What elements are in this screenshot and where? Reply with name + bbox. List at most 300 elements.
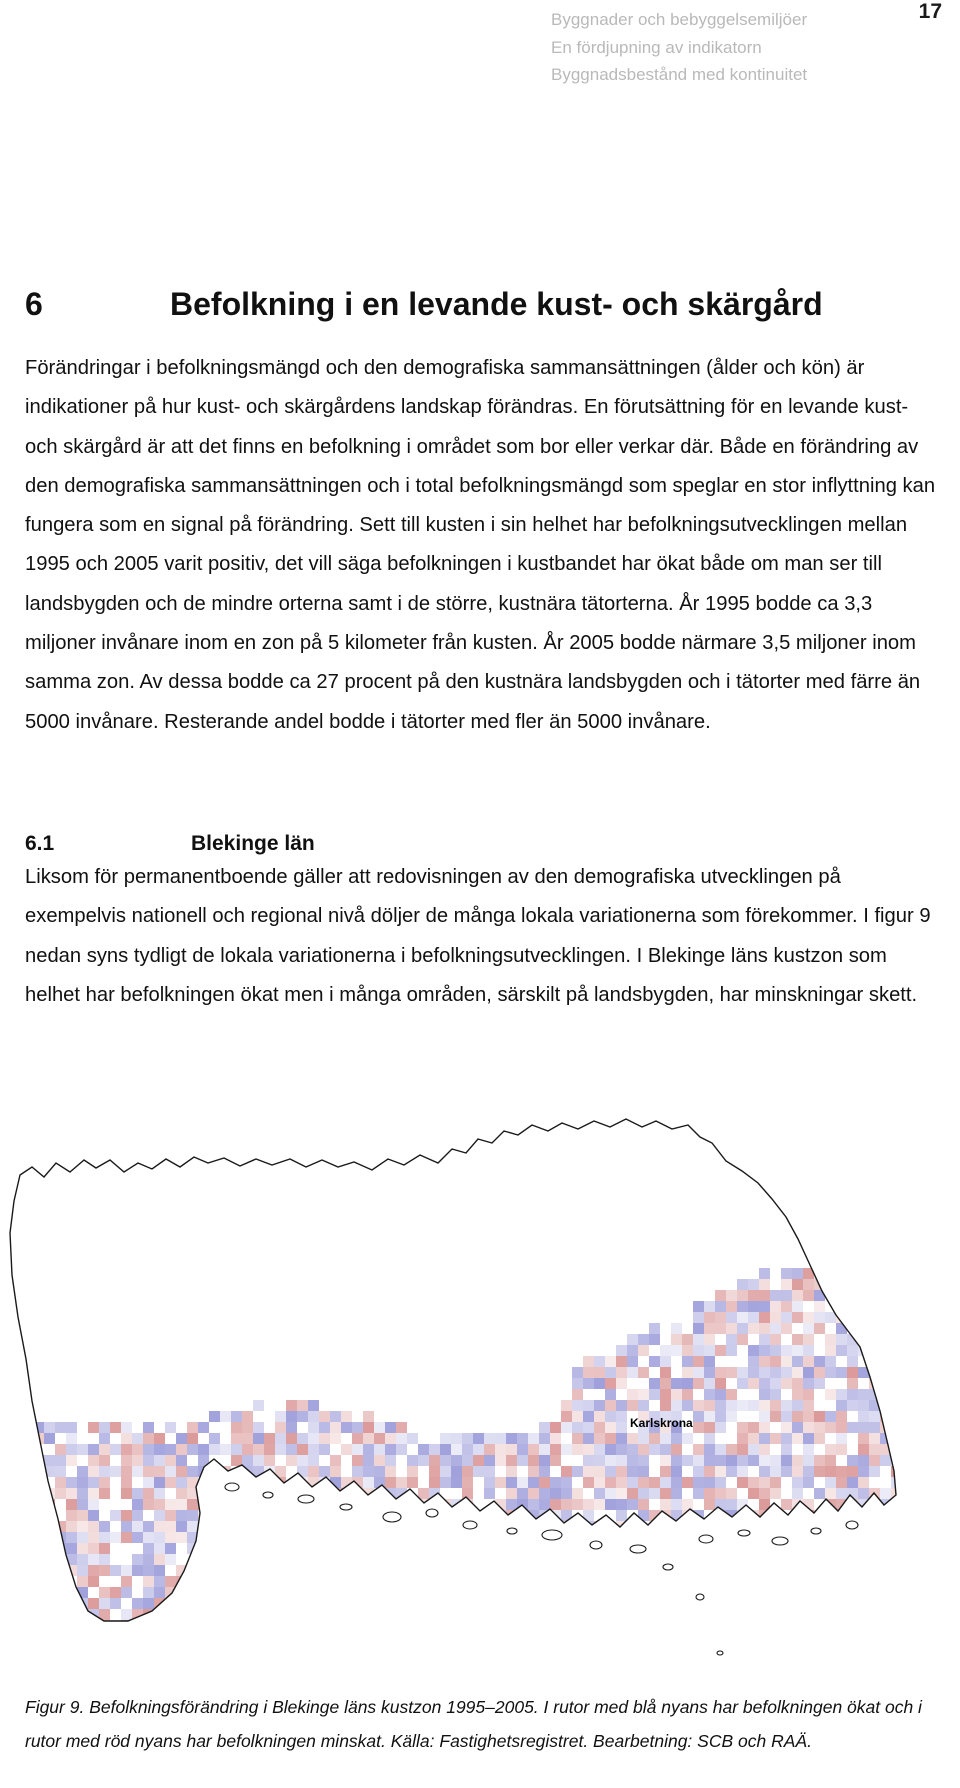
decrease-cell bbox=[363, 1488, 374, 1499]
increase-cell bbox=[33, 1521, 44, 1532]
decrease-cell bbox=[275, 1488, 286, 1499]
increase-cell bbox=[836, 1433, 847, 1444]
decrease-cell bbox=[616, 1466, 627, 1477]
increase-cell bbox=[66, 1587, 77, 1598]
decrease-cell bbox=[836, 1477, 847, 1488]
increase-cell bbox=[440, 1521, 451, 1532]
increase-cell bbox=[770, 1290, 781, 1301]
decrease-cell bbox=[363, 1433, 374, 1444]
increase-cell bbox=[682, 1521, 693, 1532]
increase-cell bbox=[704, 1367, 715, 1378]
increase-cell bbox=[187, 1444, 198, 1455]
decrease-cell bbox=[88, 1576, 99, 1587]
decrease-cell bbox=[638, 1367, 649, 1378]
decrease-cell bbox=[759, 1444, 770, 1455]
decrease-cell bbox=[737, 1477, 748, 1488]
increase-cell bbox=[286, 1499, 297, 1510]
decrease-cell bbox=[66, 1499, 77, 1510]
decrease-cell bbox=[759, 1279, 770, 1290]
decrease-cell bbox=[561, 1532, 572, 1543]
decrease-cell bbox=[814, 1367, 825, 1378]
increase-cell bbox=[627, 1334, 638, 1345]
decrease-cell bbox=[110, 1422, 121, 1433]
decrease-cell bbox=[253, 1444, 264, 1455]
increase-cell bbox=[902, 1499, 913, 1510]
increase-cell bbox=[165, 1466, 176, 1477]
increase-cell bbox=[814, 1312, 825, 1323]
increase-cell bbox=[143, 1455, 154, 1466]
increase-cell bbox=[759, 1334, 770, 1345]
increase-cell bbox=[209, 1532, 220, 1543]
increase-cell bbox=[726, 1334, 737, 1345]
increase-cell bbox=[715, 1455, 726, 1466]
decrease-cell bbox=[770, 1488, 781, 1499]
increase-cell bbox=[902, 1400, 913, 1411]
decrease-cell bbox=[77, 1576, 88, 1587]
increase-cell bbox=[528, 1510, 539, 1521]
decrease-cell bbox=[77, 1620, 88, 1631]
increase-cell bbox=[572, 1466, 583, 1477]
decrease-cell bbox=[825, 1521, 836, 1532]
increase-cell bbox=[880, 1367, 891, 1378]
decrease-cell bbox=[528, 1466, 539, 1477]
decrease-cell bbox=[99, 1565, 110, 1576]
increase-cell bbox=[748, 1444, 759, 1455]
increase-cell bbox=[891, 1477, 902, 1488]
decrease-cell bbox=[594, 1367, 605, 1378]
increase-cell bbox=[363, 1477, 374, 1488]
decrease-cell bbox=[352, 1433, 363, 1444]
increase-cell bbox=[572, 1400, 583, 1411]
increase-cell bbox=[484, 1488, 495, 1499]
decrease-cell bbox=[176, 1532, 187, 1543]
increase-cell bbox=[517, 1477, 528, 1488]
increase-cell bbox=[792, 1488, 803, 1499]
increase-cell bbox=[638, 1334, 649, 1345]
decrease-cell bbox=[352, 1521, 363, 1532]
increase-cell bbox=[759, 1389, 770, 1400]
increase-cell bbox=[396, 1433, 407, 1444]
increase-cell bbox=[704, 1433, 715, 1444]
decrease-cell bbox=[825, 1466, 836, 1477]
decrease-cell bbox=[770, 1477, 781, 1488]
increase-cell bbox=[110, 1565, 121, 1576]
increase-cell bbox=[110, 1598, 121, 1609]
increase-cell bbox=[594, 1400, 605, 1411]
increase-cell bbox=[616, 1444, 627, 1455]
decrease-cell bbox=[825, 1422, 836, 1433]
increase-cell bbox=[814, 1356, 825, 1367]
decrease-cell bbox=[825, 1345, 836, 1356]
increase-cell bbox=[913, 1532, 924, 1543]
increase-cell bbox=[638, 1466, 649, 1477]
increase-cell bbox=[253, 1400, 264, 1411]
decrease-cell bbox=[869, 1521, 880, 1532]
decrease-cell bbox=[858, 1301, 869, 1312]
decrease-cell bbox=[704, 1488, 715, 1499]
decrease-cell bbox=[660, 1400, 671, 1411]
decrease-cell bbox=[242, 1411, 253, 1422]
decrease-cell bbox=[352, 1455, 363, 1466]
decrease-cell bbox=[407, 1466, 418, 1477]
decrease-cell bbox=[374, 1455, 385, 1466]
decrease-cell bbox=[143, 1433, 154, 1444]
increase-cell bbox=[363, 1510, 374, 1521]
increase-cell bbox=[704, 1444, 715, 1455]
increase-cell bbox=[198, 1609, 209, 1620]
increase-cell bbox=[671, 1378, 682, 1389]
decrease-cell bbox=[704, 1334, 715, 1345]
decrease-cell bbox=[143, 1488, 154, 1499]
decrease-cell bbox=[616, 1488, 627, 1499]
increase-cell bbox=[220, 1510, 231, 1521]
decrease-cell bbox=[770, 1334, 781, 1345]
decrease-cell bbox=[869, 1433, 880, 1444]
section-heading bbox=[25, 832, 315, 856]
increase-cell bbox=[660, 1532, 671, 1543]
increase-cell bbox=[33, 1532, 44, 1543]
increase-cell bbox=[671, 1400, 682, 1411]
increase-cell bbox=[77, 1488, 88, 1499]
increase-cell bbox=[561, 1521, 572, 1532]
decrease-cell bbox=[660, 1499, 671, 1510]
decrease-cell bbox=[242, 1444, 253, 1455]
decrease-cell bbox=[253, 1488, 264, 1499]
decrease-cell bbox=[737, 1334, 748, 1345]
decrease-cell bbox=[55, 1477, 66, 1488]
decrease-cell bbox=[506, 1466, 517, 1477]
increase-cell bbox=[385, 1422, 396, 1433]
increase-cell bbox=[847, 1455, 858, 1466]
increase-cell bbox=[704, 1389, 715, 1400]
increase-cell bbox=[539, 1466, 550, 1477]
decrease-cell bbox=[286, 1400, 297, 1411]
increase-cell bbox=[715, 1422, 726, 1433]
increase-cell bbox=[473, 1433, 484, 1444]
decrease-cell bbox=[891, 1411, 902, 1422]
decrease-cell bbox=[77, 1510, 88, 1521]
increase-cell bbox=[451, 1455, 462, 1466]
increase-cell bbox=[671, 1345, 682, 1356]
decrease-cell bbox=[33, 1499, 44, 1510]
increase-cell bbox=[704, 1301, 715, 1312]
decrease-cell bbox=[902, 1466, 913, 1477]
increase-cell bbox=[154, 1532, 165, 1543]
decrease-cell bbox=[814, 1466, 825, 1477]
decrease-cell bbox=[55, 1587, 66, 1598]
decrease-cell bbox=[220, 1488, 231, 1499]
decrease-cell bbox=[187, 1499, 198, 1510]
decrease-cell bbox=[638, 1477, 649, 1488]
increase-cell bbox=[121, 1521, 132, 1532]
increase-cell bbox=[132, 1499, 143, 1510]
increase-cell bbox=[0, 1499, 11, 1510]
increase-cell bbox=[385, 1444, 396, 1455]
decrease-cell bbox=[814, 1455, 825, 1466]
decrease-cell bbox=[275, 1499, 286, 1510]
increase-cell bbox=[0, 1466, 11, 1477]
decrease-cell bbox=[242, 1510, 253, 1521]
increase-cell bbox=[660, 1521, 671, 1532]
decrease-cell bbox=[198, 1543, 209, 1554]
decrease-cell bbox=[858, 1510, 869, 1521]
increase-cell bbox=[66, 1609, 77, 1620]
increase-cell bbox=[418, 1532, 429, 1543]
increase-cell bbox=[66, 1598, 77, 1609]
increase-cell bbox=[737, 1367, 748, 1378]
decrease-cell bbox=[770, 1356, 781, 1367]
increase-cell bbox=[55, 1620, 66, 1631]
increase-cell bbox=[451, 1444, 462, 1455]
increase-cell bbox=[165, 1422, 176, 1433]
decrease-cell bbox=[286, 1455, 297, 1466]
increase-cell bbox=[814, 1488, 825, 1499]
increase-cell bbox=[616, 1345, 627, 1356]
decrease-cell bbox=[550, 1455, 561, 1466]
increase-cell bbox=[132, 1598, 143, 1609]
increase-cell bbox=[55, 1609, 66, 1620]
decrease-cell bbox=[836, 1290, 847, 1301]
decrease-cell bbox=[660, 1455, 671, 1466]
decrease-cell bbox=[99, 1543, 110, 1554]
decrease-cell bbox=[803, 1389, 814, 1400]
increase-cell bbox=[748, 1301, 759, 1312]
increase-cell bbox=[385, 1499, 396, 1510]
increase-cell bbox=[671, 1455, 682, 1466]
increase-cell bbox=[363, 1499, 374, 1510]
increase-cell bbox=[539, 1532, 550, 1543]
increase-cell bbox=[11, 1576, 22, 1587]
increase-cell bbox=[33, 1587, 44, 1598]
increase-cell bbox=[11, 1609, 22, 1620]
decrease-cell bbox=[352, 1477, 363, 1488]
decrease-cell bbox=[484, 1444, 495, 1455]
decrease-cell bbox=[451, 1521, 462, 1532]
decrease-cell bbox=[638, 1444, 649, 1455]
increase-cell bbox=[649, 1444, 660, 1455]
increase-cell bbox=[605, 1411, 616, 1422]
increase-cell bbox=[748, 1400, 759, 1411]
increase-cell bbox=[715, 1477, 726, 1488]
increase-cell bbox=[154, 1444, 165, 1455]
decrease-cell bbox=[847, 1290, 858, 1301]
increase-cell bbox=[649, 1323, 660, 1334]
increase-cell bbox=[616, 1422, 627, 1433]
increase-cell bbox=[759, 1466, 770, 1477]
decrease-cell bbox=[825, 1455, 836, 1466]
increase-cell bbox=[880, 1323, 891, 1334]
decrease-cell bbox=[682, 1367, 693, 1378]
increase-cell bbox=[693, 1367, 704, 1378]
increase-cell bbox=[902, 1521, 913, 1532]
increase-cell bbox=[275, 1411, 286, 1422]
increase-cell bbox=[693, 1312, 704, 1323]
decrease-cell bbox=[121, 1444, 132, 1455]
decrease-cell bbox=[44, 1554, 55, 1565]
decrease-cell bbox=[165, 1477, 176, 1488]
decrease-cell bbox=[572, 1499, 583, 1510]
decrease-cell bbox=[847, 1312, 858, 1323]
decrease-cell bbox=[594, 1422, 605, 1433]
decrease-cell bbox=[891, 1532, 902, 1543]
increase-cell bbox=[616, 1455, 627, 1466]
decrease-cell bbox=[671, 1444, 682, 1455]
decrease-cell bbox=[330, 1466, 341, 1477]
increase-cell bbox=[209, 1598, 220, 1609]
decrease-cell bbox=[143, 1499, 154, 1510]
decrease-cell bbox=[121, 1576, 132, 1587]
increase-cell bbox=[616, 1433, 627, 1444]
increase-cell bbox=[803, 1323, 814, 1334]
increase-cell bbox=[242, 1477, 253, 1488]
decrease-cell bbox=[814, 1411, 825, 1422]
increase-cell bbox=[77, 1444, 88, 1455]
increase-cell bbox=[22, 1554, 33, 1565]
increase-cell bbox=[44, 1510, 55, 1521]
decrease-cell bbox=[682, 1345, 693, 1356]
increase-cell bbox=[242, 1455, 253, 1466]
increase-cell bbox=[132, 1532, 143, 1543]
increase-cell bbox=[363, 1466, 374, 1477]
increase-cell bbox=[143, 1554, 154, 1565]
increase-cell bbox=[891, 1345, 902, 1356]
increase-cell bbox=[814, 1521, 825, 1532]
decrease-cell bbox=[660, 1466, 671, 1477]
increase-cell bbox=[891, 1389, 902, 1400]
decrease-cell bbox=[781, 1323, 792, 1334]
increase-cell bbox=[209, 1444, 220, 1455]
increase-cell bbox=[561, 1477, 572, 1488]
increase-cell bbox=[627, 1356, 638, 1367]
decrease-cell bbox=[715, 1488, 726, 1499]
increase-cell bbox=[693, 1301, 704, 1312]
decrease-cell bbox=[748, 1290, 759, 1301]
decrease-cell bbox=[671, 1521, 682, 1532]
increase-cell bbox=[22, 1565, 33, 1576]
increase-cell bbox=[198, 1565, 209, 1576]
increase-cell bbox=[209, 1433, 220, 1444]
increase-cell bbox=[154, 1543, 165, 1554]
decrease-cell bbox=[11, 1422, 22, 1433]
increase-cell bbox=[638, 1400, 649, 1411]
increase-cell bbox=[781, 1455, 792, 1466]
decrease-cell bbox=[847, 1378, 858, 1389]
decrease-cell bbox=[814, 1433, 825, 1444]
increase-cell bbox=[44, 1455, 55, 1466]
increase-cell bbox=[781, 1268, 792, 1279]
increase-cell bbox=[528, 1477, 539, 1488]
increase-cell bbox=[121, 1609, 132, 1620]
decrease-cell bbox=[341, 1521, 352, 1532]
increase-cell bbox=[880, 1334, 891, 1345]
decrease-cell bbox=[836, 1422, 847, 1433]
decrease-cell bbox=[495, 1455, 506, 1466]
increase-cell bbox=[308, 1455, 319, 1466]
increase-cell bbox=[869, 1268, 880, 1279]
increase-cell bbox=[220, 1521, 231, 1532]
increase-cell bbox=[627, 1477, 638, 1488]
increase-cell bbox=[55, 1422, 66, 1433]
increase-cell bbox=[638, 1433, 649, 1444]
decrease-cell bbox=[726, 1323, 737, 1334]
increase-cell bbox=[803, 1466, 814, 1477]
decrease-cell bbox=[154, 1433, 165, 1444]
increase-cell bbox=[616, 1499, 627, 1510]
increase-cell bbox=[913, 1367, 924, 1378]
increase-cell bbox=[176, 1510, 187, 1521]
increase-cell bbox=[660, 1444, 671, 1455]
decrease-cell bbox=[770, 1312, 781, 1323]
increase-cell bbox=[231, 1444, 242, 1455]
increase-cell bbox=[429, 1510, 440, 1521]
increase-cell bbox=[99, 1521, 110, 1532]
increase-cell bbox=[55, 1532, 66, 1543]
decrease-cell bbox=[913, 1455, 924, 1466]
increase-cell bbox=[187, 1598, 198, 1609]
increase-cell bbox=[770, 1466, 781, 1477]
increase-cell bbox=[88, 1499, 99, 1510]
decrease-cell bbox=[825, 1334, 836, 1345]
increase-cell bbox=[0, 1554, 11, 1565]
decrease-cell bbox=[781, 1378, 792, 1389]
decrease-cell bbox=[396, 1422, 407, 1433]
intro-paragraph: Förändringar i befolkningsmängd och den demografiska sammansättningen (ålder och kön) är indikationer på hur kust- och skärgårdens landskap förändras. En förutsättning för en levande kust- och skärgård är att det finns en befolkning i området som bor eller verkar där. Både en förändring av den demografiska sammansättningen och i total befolkningsmängd som speglar en stor inflyttning kan fungera som en signal på förändring. Sett till kusten i sin helhet har befolkningsutvecklingen mellan 1995 och 2005 varit positiv, det vill säga befolkningen i kustbandet har ökat både om man ser till landsbygden och de mindre orterna samt i de större, kustnära tätorterna. År 1995 bodde ca 3,3 miljoner invånare inom en zon på 5 kilometer från kusten. År 2005 bodde närmare 3,5 miljoner inom samma zon. Av dessa bodde ca 27 procent på den kustnära landsbygden och i tätorter med färre än 5000 invånare. Resterande andel bodde i tätorter med fler än 5000 invånare. bbox=[25, 357, 936, 733]
decrease-cell bbox=[572, 1433, 583, 1444]
increase-cell bbox=[891, 1301, 902, 1312]
increase-cell bbox=[594, 1378, 605, 1389]
increase-cell bbox=[561, 1422, 572, 1433]
increase-cell bbox=[220, 1444, 231, 1455]
increase-cell bbox=[693, 1455, 704, 1466]
increase-cell bbox=[825, 1312, 836, 1323]
increase-cell bbox=[77, 1532, 88, 1543]
increase-cell bbox=[660, 1433, 671, 1444]
increase-cell bbox=[528, 1499, 539, 1510]
decrease-cell bbox=[165, 1620, 176, 1631]
decrease-cell bbox=[781, 1499, 792, 1510]
increase-cell bbox=[847, 1477, 858, 1488]
decrease-cell bbox=[627, 1433, 638, 1444]
increase-cell bbox=[220, 1499, 231, 1510]
increase-cell bbox=[770, 1378, 781, 1389]
decrease-cell bbox=[814, 1301, 825, 1312]
decrease-cell bbox=[22, 1477, 33, 1488]
increase-cell bbox=[484, 1477, 495, 1488]
increase-cell bbox=[330, 1532, 341, 1543]
increase-cell bbox=[726, 1345, 737, 1356]
increase-cell bbox=[682, 1532, 693, 1543]
increase-cell bbox=[572, 1367, 583, 1378]
decrease-cell bbox=[792, 1411, 803, 1422]
decrease-cell bbox=[88, 1543, 99, 1554]
decrease-cell bbox=[803, 1290, 814, 1301]
increase-cell bbox=[638, 1532, 649, 1543]
decrease-cell bbox=[869, 1532, 880, 1543]
increase-cell bbox=[847, 1356, 858, 1367]
increase-cell bbox=[143, 1587, 154, 1598]
increase-cell bbox=[407, 1499, 418, 1510]
increase-cell bbox=[737, 1455, 748, 1466]
decrease-cell bbox=[770, 1301, 781, 1312]
increase-cell bbox=[858, 1422, 869, 1433]
decrease-cell bbox=[748, 1422, 759, 1433]
increase-cell bbox=[440, 1444, 451, 1455]
decrease-cell bbox=[319, 1433, 330, 1444]
decrease-cell bbox=[22, 1499, 33, 1510]
decrease-cell bbox=[209, 1609, 220, 1620]
increase-cell bbox=[803, 1444, 814, 1455]
decrease-cell bbox=[22, 1488, 33, 1499]
